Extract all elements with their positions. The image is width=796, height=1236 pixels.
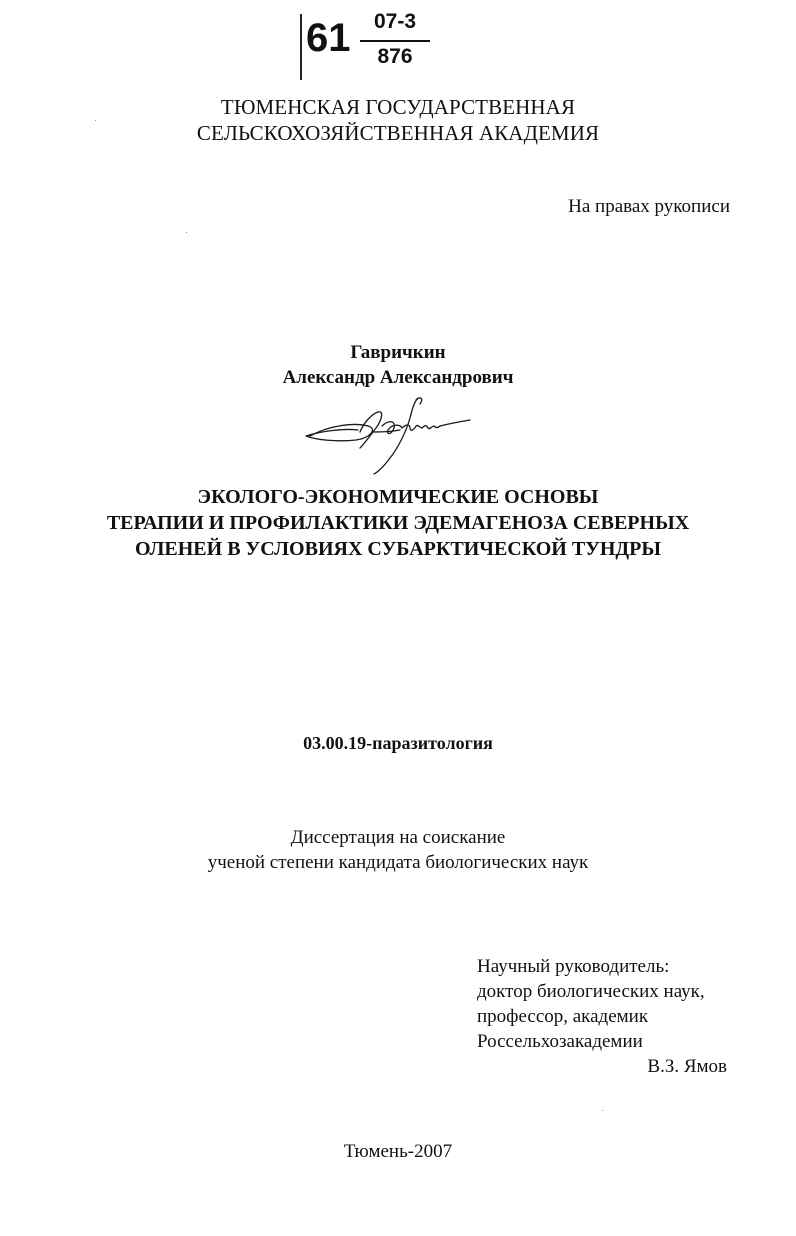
rights-notice: На правах рукописи — [568, 196, 730, 217]
author-name — [0, 340, 796, 390]
title-line-3: ОЛЕНЕЙ В УСЛОВИЯХ СУБАРКТИЧЕСКОЙ ТУНДРЫ — [134, 538, 662, 560]
stamp-bar — [300, 14, 302, 80]
stamp-numerator: 07-3 — [373, 10, 417, 33]
scan-speck — [95, 120, 96, 121]
scan-speck — [186, 232, 187, 233]
specialty-code: 03.00.19-паразитология — [303, 733, 493, 753]
supervisor-line-3: профессор, академик — [477, 1006, 649, 1027]
dissertation-note — [0, 825, 796, 875]
author-surname: Гавричкин — [350, 342, 446, 363]
author-given-names: Александр Александрович — [282, 367, 514, 388]
stamp-number: 61 — [306, 16, 351, 60]
supervisor-line-1: Научный руководитель: — [477, 956, 670, 977]
place-year: Тюмень-2007 — [343, 1141, 453, 1162]
supervisor-line-4: Россельхозакадемии — [477, 1031, 643, 1052]
stamp-denominator: 876 — [377, 45, 413, 68]
institution-name — [0, 94, 796, 146]
dissertation-line-1: Диссертация на соискание — [290, 827, 506, 848]
dissertation-line-2: ученой степени кандидата биологических наук — [207, 852, 589, 873]
dissertation-title — [0, 484, 796, 562]
stamp-fraction-line — [360, 40, 430, 42]
title-line-2: ТЕРАПИИ И ПРОФИЛАКТИКИ ЭДЕМАГЕНОЗА СЕВЕРНЫХ — [106, 512, 690, 534]
institution-line-1: ТЮМЕНСКАЯ ГОСУДАРСТВЕННАЯ — [220, 95, 576, 119]
institution-line-2: СЕЛЬСКОХОЗЯЙСТВЕННАЯ АКАДЕМИЯ — [196, 121, 600, 145]
supervisor-block — [477, 954, 727, 1079]
supervisor-name: В.З. Ямов — [647, 1056, 727, 1077]
title-line-1: ЭКОЛОГО-ЭКОНОМИЧЕСКИЕ ОСНОВЫ — [197, 486, 599, 508]
scan-speck — [602, 1110, 603, 1111]
supervisor-line-2: доктор биологических наук, — [477, 981, 705, 1002]
signature-image — [298, 392, 478, 476]
